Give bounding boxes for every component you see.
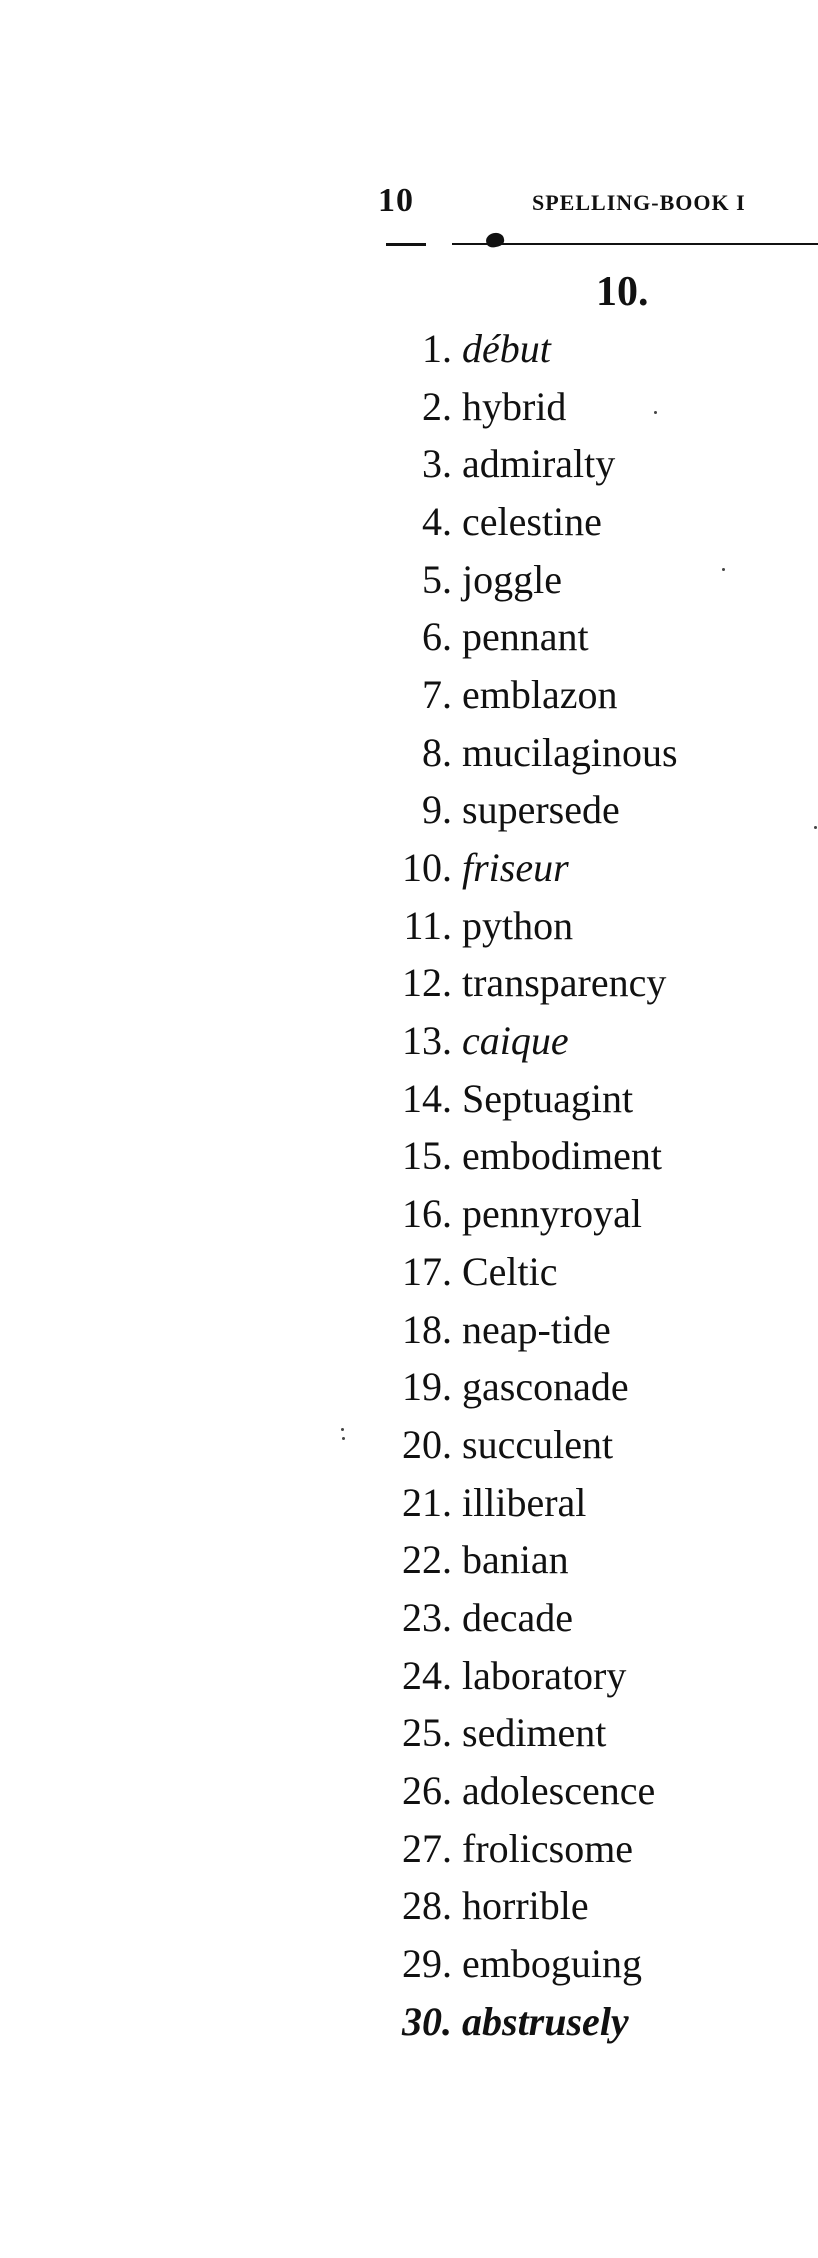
spelling-word: succulent	[462, 1421, 614, 1467]
ink-speck	[722, 568, 725, 571]
word-list-item	[370, 608, 678, 666]
spelling-word: frolicsome	[462, 1825, 634, 1871]
header-rule-long	[452, 243, 818, 245]
word-list-item	[370, 839, 678, 897]
spelling-word: transparency	[462, 960, 667, 1006]
running-head: SPELLING-BOOK I	[532, 190, 746, 215]
word-list-item	[370, 1705, 678, 1763]
word-list-item	[370, 782, 678, 840]
spelling-word: illiberal	[462, 1479, 587, 1525]
word-number: 15.	[402, 1133, 452, 1179]
word-number: 11.	[403, 902, 452, 948]
word-number: 1.	[422, 325, 452, 371]
word-list-item	[370, 1935, 678, 1993]
word-number: 22.	[402, 1537, 452, 1583]
word-list-item	[370, 724, 678, 782]
word-number: 29.	[402, 1941, 452, 1987]
word-list-item	[370, 897, 678, 955]
word-list-item	[370, 320, 678, 378]
spelling-word: banian	[462, 1537, 569, 1583]
word-number: 13.	[402, 1018, 452, 1064]
word-number: 21.	[402, 1479, 452, 1525]
word-list-item	[370, 1993, 678, 2051]
spelling-word: caique	[462, 1018, 569, 1064]
word-list-item	[370, 666, 678, 724]
spelling-word: python	[462, 902, 574, 948]
spelling-word: adolescence	[462, 1768, 656, 1814]
spelling-word: pennyroyal	[462, 1191, 642, 1237]
word-number: 2.	[422, 383, 452, 429]
spelling-word: abstrusely	[462, 1998, 629, 2044]
word-number: 9.	[422, 787, 452, 833]
ink-speck	[654, 411, 657, 414]
spelling-word: embodiment	[462, 1133, 662, 1179]
spelling-word: début	[462, 325, 551, 371]
word-list-item	[370, 1301, 678, 1359]
word-list-item	[370, 1358, 678, 1416]
word-list-item	[370, 1589, 678, 1647]
page-number: 10	[378, 182, 414, 219]
word-number: 16.	[402, 1191, 452, 1237]
word-list-item	[370, 1185, 678, 1243]
word-list-item	[370, 378, 678, 436]
spelling-word: neap-tide	[462, 1306, 611, 1352]
spelling-word: hybrid	[462, 383, 567, 429]
spelling-word: mucilaginous	[462, 729, 678, 775]
spelling-word: Celtic	[462, 1248, 558, 1294]
word-list-item	[370, 1243, 678, 1301]
word-number: 3.	[422, 441, 452, 487]
word-number: 30.	[402, 1998, 452, 2044]
word-list-item	[370, 1416, 678, 1474]
word-list-item	[370, 1531, 678, 1589]
header-rule-short	[386, 243, 426, 246]
ink-speck	[342, 1437, 345, 1440]
spelling-word: sediment	[462, 1710, 607, 1756]
word-list-item	[370, 493, 678, 551]
word-number: 4.	[422, 498, 452, 544]
section-title: 10.	[596, 269, 649, 315]
word-list-item	[370, 1647, 678, 1705]
word-list-item	[370, 1070, 678, 1128]
word-list-item	[370, 1474, 678, 1532]
word-list-item	[370, 1820, 678, 1878]
spelling-word: admiralty	[462, 441, 616, 487]
word-list-item	[370, 1012, 678, 1070]
spelling-word: laboratory	[462, 1652, 627, 1698]
ink-speck	[341, 1428, 344, 1431]
header-ornament-icon	[485, 231, 506, 248]
spelling-word: Septuagint	[462, 1075, 634, 1121]
spelling-word: emboguing	[462, 1941, 642, 1987]
word-list-item	[370, 1128, 678, 1186]
spelling-word: celestine	[462, 498, 602, 544]
word-number: 17.	[402, 1248, 452, 1294]
spelling-word: emblazon	[462, 671, 618, 717]
word-number: 12.	[402, 960, 452, 1006]
word-number: 24.	[402, 1652, 452, 1698]
word-number: 18.	[402, 1306, 452, 1352]
word-number: 19.	[402, 1364, 452, 1410]
word-number: 20.	[402, 1421, 452, 1467]
word-list-item	[370, 1878, 678, 1936]
word-number: 7.	[422, 671, 452, 717]
word-list-item	[370, 551, 678, 609]
word-number: 14.	[402, 1075, 452, 1121]
spelling-word: horrible	[462, 1883, 589, 1929]
spelling-word: friseur	[462, 845, 569, 891]
word-number: 8.	[422, 729, 452, 775]
spelling-word: supersede	[462, 787, 620, 833]
word-number: 25.	[402, 1710, 452, 1756]
word-number: 5.	[422, 556, 452, 602]
word-number: 6.	[422, 614, 452, 660]
spelling-word: decade	[462, 1594, 574, 1640]
spelling-word-list	[370, 320, 678, 2051]
word-number: 10.	[402, 845, 452, 891]
word-number: 27.	[402, 1825, 452, 1871]
spelling-word: joggle	[462, 556, 562, 602]
word-list-item	[370, 1762, 678, 1820]
word-list-item	[370, 435, 678, 493]
spelling-word: pennant	[462, 614, 589, 660]
spelling-word: gasconade	[462, 1364, 629, 1410]
word-number: 23.	[402, 1594, 452, 1640]
word-list-item	[370, 955, 678, 1013]
word-number: 26.	[402, 1768, 452, 1814]
word-number: 28.	[402, 1883, 452, 1929]
ink-speck	[814, 826, 817, 829]
